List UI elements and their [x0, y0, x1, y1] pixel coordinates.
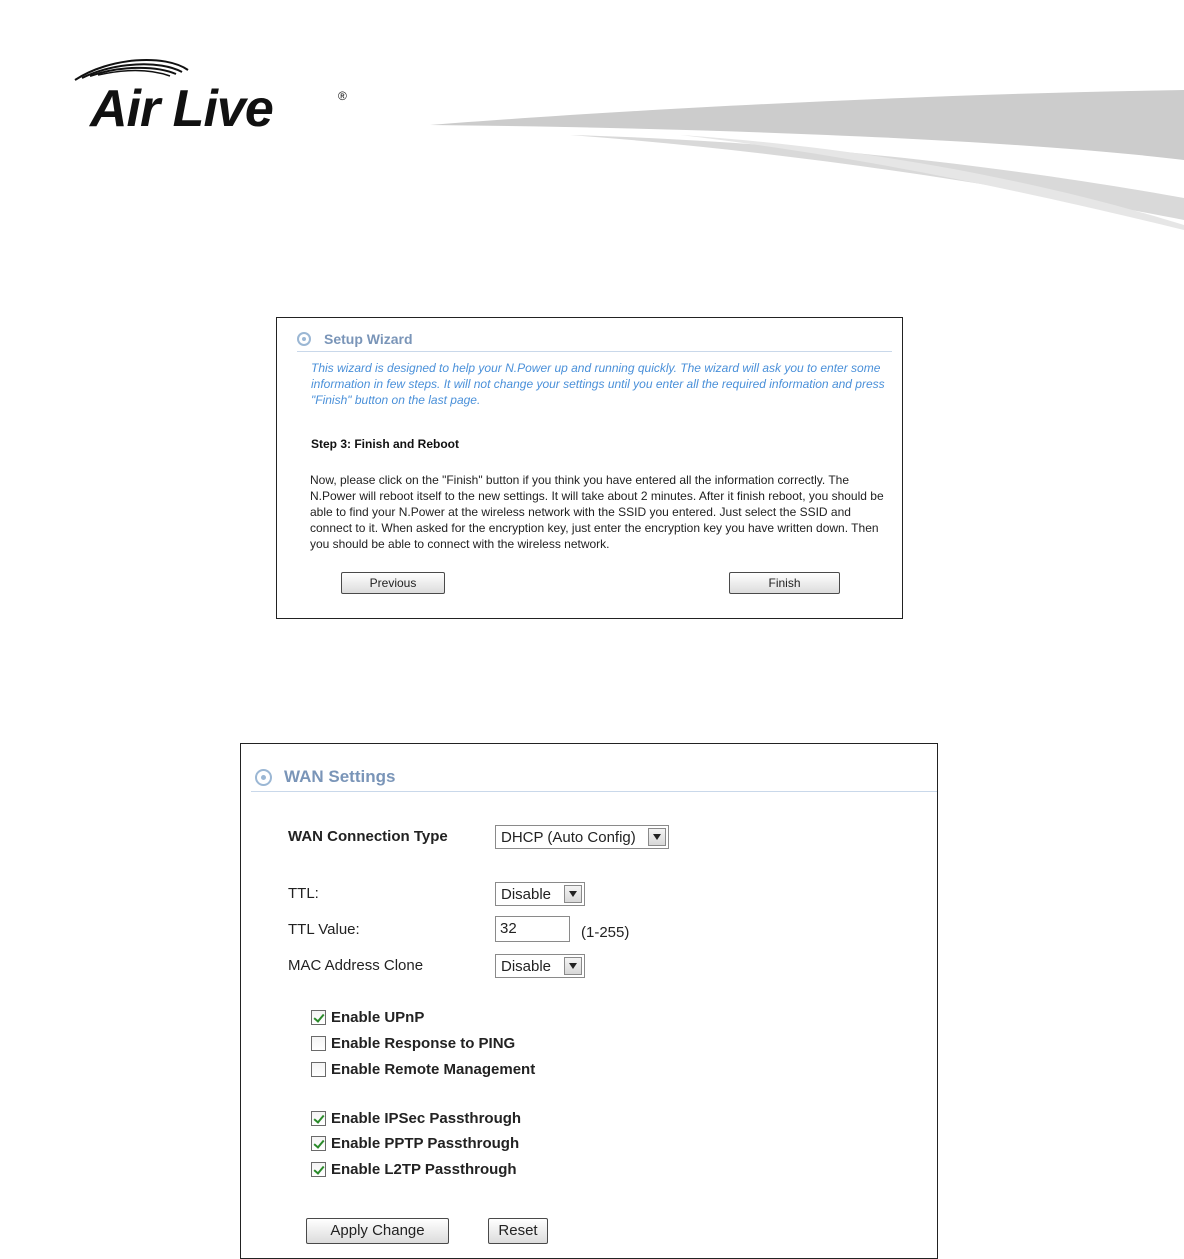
wizard-step-heading: Step 3: Finish and Reboot: [311, 437, 460, 451]
airlive-logo: [70, 52, 370, 142]
chevron-down-icon[interactable]: [648, 828, 666, 846]
wan-title: [255, 767, 395, 787]
bullet-icon: [297, 332, 311, 346]
title-divider: [297, 351, 892, 352]
previous-button[interactable]: Previous: [341, 572, 445, 594]
wan-settings-panel: [240, 743, 938, 1259]
header-swoosh: [420, 80, 1184, 230]
reset-button[interactable]: Reset: [488, 1218, 548, 1244]
select-value: DHCP (Auto Config): [501, 829, 636, 846]
setup-wizard-panel: [276, 317, 903, 619]
title-divider: [251, 791, 937, 792]
checkbox[interactable]: [311, 1062, 326, 1077]
select-value: Disable: [501, 958, 552, 975]
ttl-value-input[interactable]: 32: [495, 916, 570, 942]
chevron-down-icon[interactable]: [564, 885, 582, 903]
svg-text:Air Live: Air Live: [90, 80, 273, 138]
checkbox-label: Enable L2TP Passthrough: [331, 1161, 517, 1178]
pptp-passthrough-option[interactable]: [311, 1135, 519, 1152]
upnp-option[interactable]: [311, 1009, 424, 1026]
wan-connection-type-select[interactable]: [495, 825, 669, 849]
checkbox[interactable]: [311, 1111, 326, 1126]
wizard-title: [297, 331, 413, 347]
ipsec-passthrough-option[interactable]: [311, 1110, 521, 1127]
finish-button[interactable]: Finish: [729, 572, 840, 594]
checkbox-label: Enable IPSec Passthrough: [331, 1110, 522, 1127]
ttl-value-label: TTL Value:: [288, 921, 360, 938]
checkbox[interactable]: [311, 1010, 326, 1025]
checkbox[interactable]: [311, 1162, 326, 1177]
checkbox[interactable]: [311, 1136, 326, 1151]
mac-address-clone-select[interactable]: [495, 954, 585, 978]
chevron-down-icon[interactable]: [564, 957, 582, 975]
ping-response-option[interactable]: [311, 1035, 515, 1052]
wan-connection-type-label: WAN Connection Type: [288, 828, 448, 845]
ttl-label: TTL:: [288, 885, 319, 902]
ttl-select[interactable]: [495, 882, 585, 906]
mac-address-clone-label: MAC Address Clone: [288, 957, 424, 974]
bullet-icon: [255, 769, 272, 786]
ttl-value-range: (1-255): [581, 924, 630, 941]
svg-text:®: ®: [338, 89, 347, 103]
checkbox-label: Enable PPTP Passthrough: [331, 1135, 520, 1152]
checkbox-label: Enable UPnP: [331, 1009, 425, 1026]
select-value: Disable: [501, 886, 552, 903]
remote-management-option[interactable]: [311, 1061, 535, 1078]
wizard-intro: This wizard is designed to help your N.Power up and running quickly. The wizard will ask you to enter some information in few steps. It will not change your settings until you enter all the required information and press "Finish" button on the last page.: [311, 361, 885, 407]
wizard-body-text: Now, please click on the "Finish" button if you think you have entered all the information correctly. The N.Power will reboot itself to the new settings. It will take about 2 minutes. After it finish reboot, you should be able to find your N.Power at the wireless network with the SSID you entered. Just select the SSID and connect to it. When asked for the encryption key, just enter the encryption key you have written down. Then you should be able to connect with the wireless network.: [310, 473, 884, 551]
wan-title-text: WAN Settings: [284, 767, 396, 786]
l2tp-passthrough-option[interactable]: [311, 1161, 517, 1178]
checkbox-label: Enable Response to PING: [331, 1035, 516, 1052]
checkbox-label: Enable Remote Management: [331, 1061, 536, 1078]
checkbox[interactable]: [311, 1036, 326, 1051]
wizard-title-text: Setup Wizard: [324, 331, 413, 347]
apply-change-button[interactable]: Apply Change: [306, 1218, 449, 1244]
